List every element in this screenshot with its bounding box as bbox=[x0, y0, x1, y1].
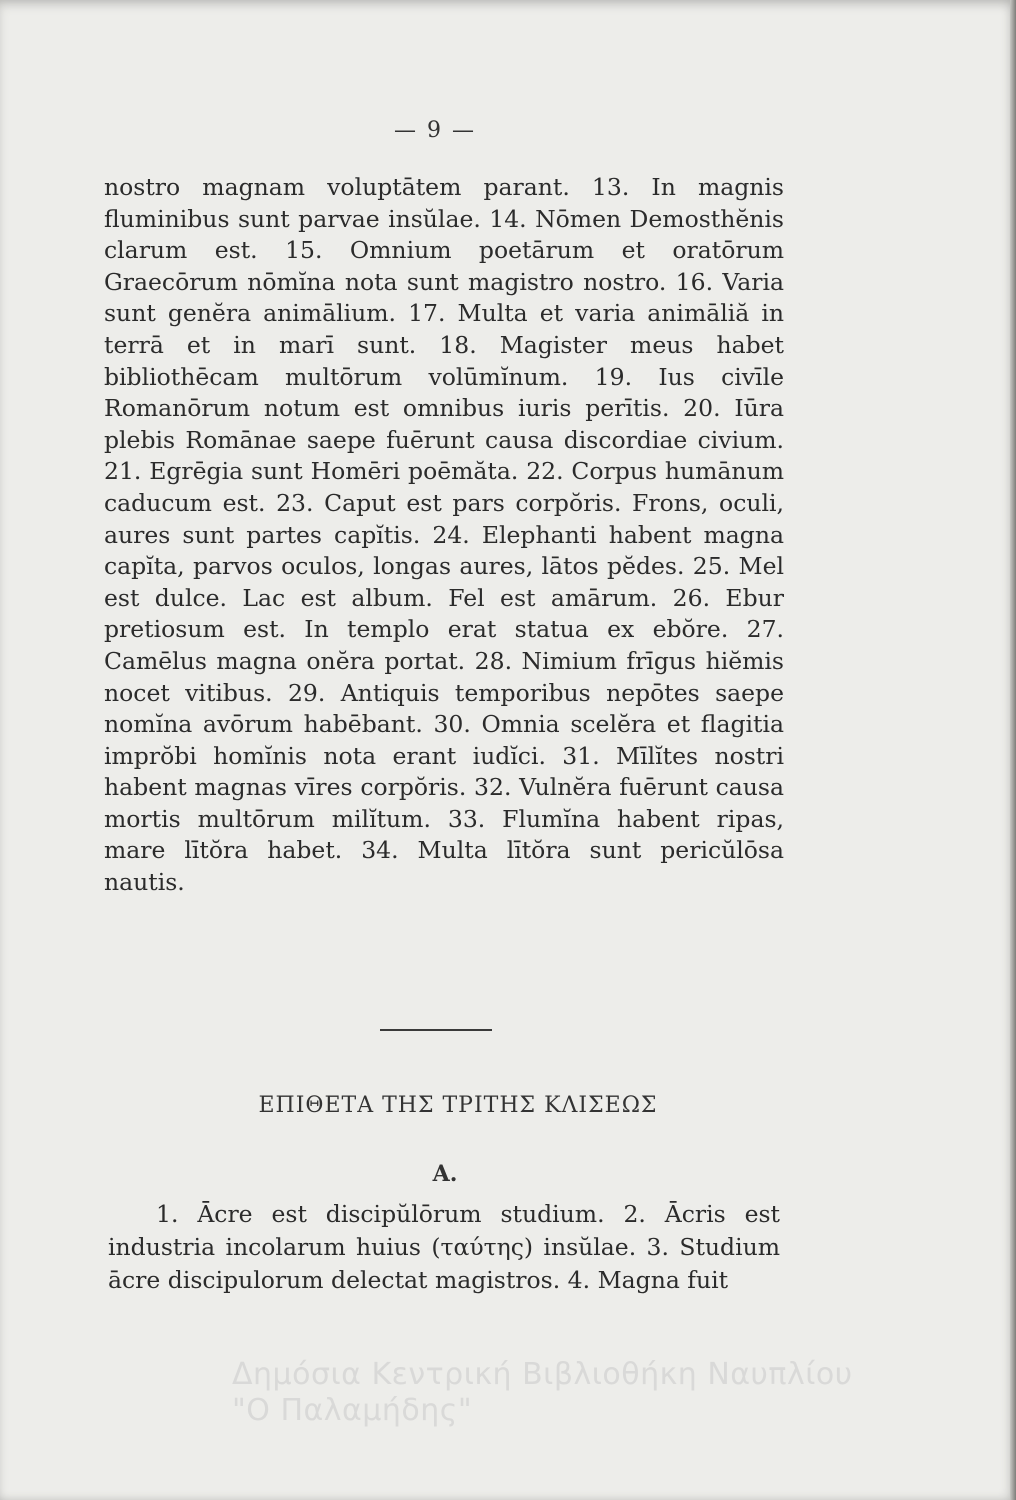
watermark-line-2: "Ο Παλαμήδης" bbox=[232, 1393, 473, 1428]
library-watermark bbox=[232, 1357, 992, 1429]
body-text bbox=[104, 172, 784, 899]
section-heading: ΕΠΙΘΕΤΑ ΤΗΣ ΤΡΙΤΗΣ ΚΛΙΣΕΩΣ bbox=[258, 1093, 658, 1118]
exercise-paragraph: 1. Ācre est discipŭlōrum studium. 2. Ācris est industria incolarum huius (ταύτης) insŭlae. 3. Studium ācre discipulorum delectat magistros. 4. Magna fuit bbox=[108, 1200, 780, 1294]
section-divider-rule bbox=[380, 1029, 492, 1031]
page-edge-shadow bbox=[1010, 0, 1016, 1500]
subsection-heading: A. bbox=[432, 1161, 458, 1187]
page-number: — 9 — bbox=[394, 118, 476, 143]
watermark-line-1: Δημόσια Κεντρική Βιβλιοθήκη Ναυπλίου bbox=[232, 1357, 853, 1392]
exercise-text bbox=[108, 1198, 780, 1297]
body-paragraph: nostro magnam voluptātem parant. 13. In magnis fluminibus sunt parvae insŭlae. 14. Nōmen Demosthĕnis clarum est. 15. Omnium poetārum et oratōrum Graecōrum nōmĭna nota sunt magistro nostro. 16. Varia sunt genĕra animālium. 17. Multa et varia animāliă in terrā et in marī sunt. 18. Magister meus habet bibliothēcam multōrum volūmĭnum. 19. Ius civīle Romanōrum notum est omnibus iuris perītis. 20. Iūra plebis Romānae saepe fuērunt causa discordiae civium. 21. Egrēgia sunt Homēri poēmăta. 22. Corpus humānum caducum est. 23. Caput est pars corpŏris. Frons, oculi, aures sunt partes capĭtis. 24. Elephanti habent magna capĭta, parvos oculos, longas aures, lātos pĕdes. 25. Mel est dulce. Lac est album. Fel est amārum. 26. Ebur pretiosum est. In templo erat statua ex ebŏre. 27. Camēlus magna onĕra portat. 28. Nimium frīgus hiĕmis nocet vitibus. 29. Antiquis temporibus nepōtes saepe nomĭna avōrum habēbant. 30. Omnia scelĕra et flagitia imprŏbi homĭnis nota erant iudĭci. 31. Mīlĭtes nostri habent magnas vīres corpŏris. 32. Vulnĕra fuērunt causa mortis multōrum milĭtum. 33. Flumĭna habent ripas, mare lītŏra habet. 34. Multa lītŏra sunt pericŭlōsa nautis. bbox=[104, 173, 784, 897]
